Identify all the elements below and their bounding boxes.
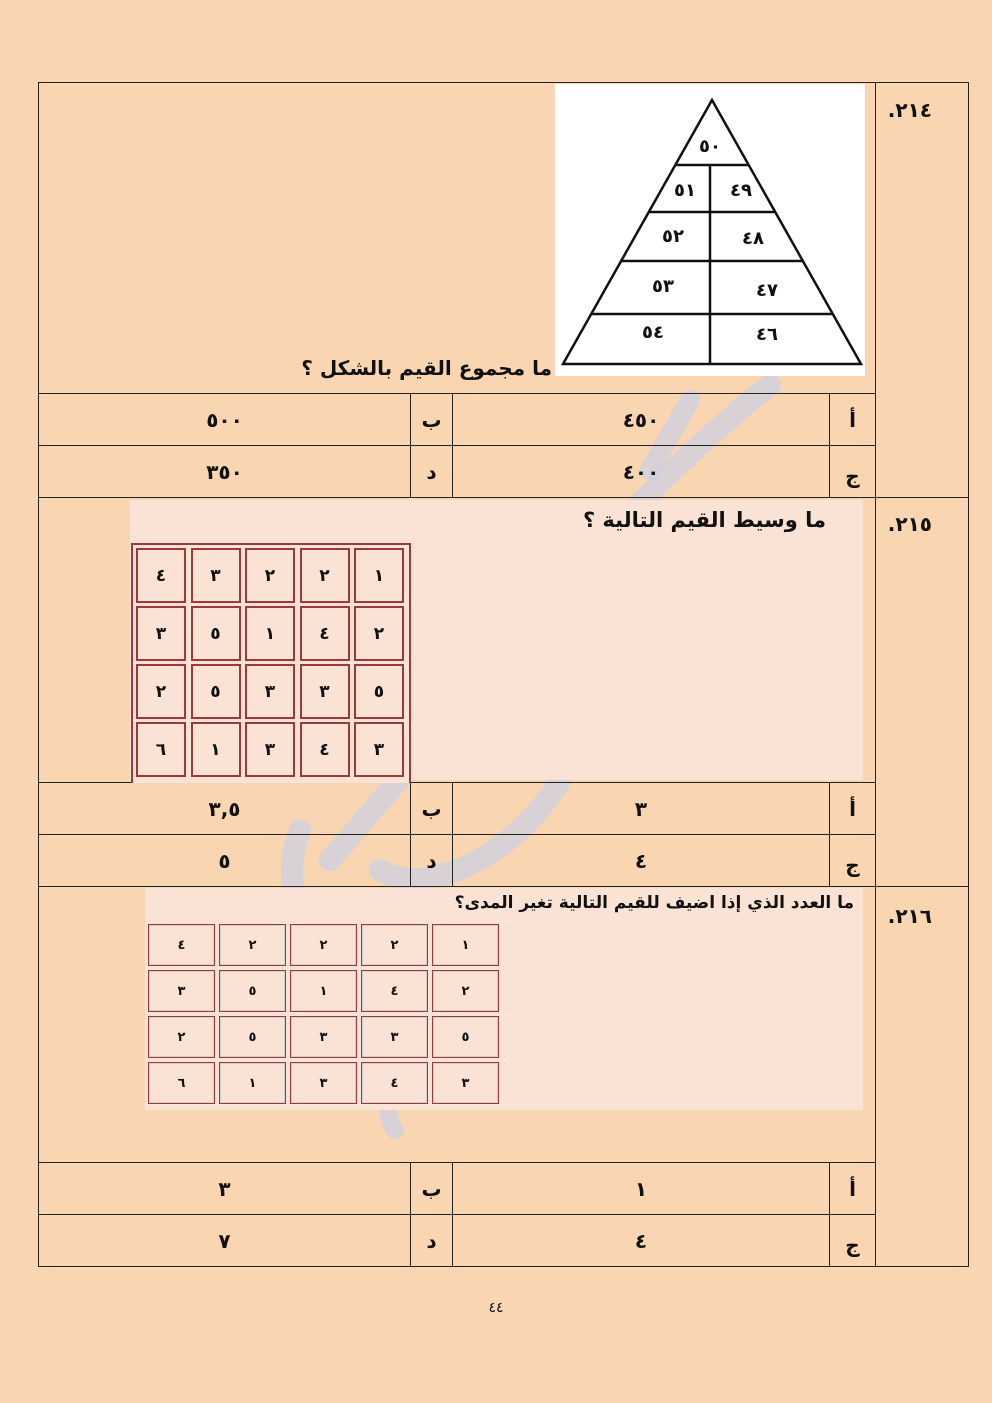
option-value[interactable]: ٤ [634,1229,648,1253]
grid-cell: ٣ [245,722,295,777]
grid-cell: ٢ [361,924,428,966]
values-grid [145,921,477,1110]
option-value[interactable]: ١ [634,1177,648,1201]
option-value[interactable]: ٧ [218,1229,231,1253]
option-value[interactable]: ٥٠٠ [206,408,243,432]
option-value[interactable]: ٥ [218,849,231,873]
grid-cell: ٣ [148,970,215,1012]
option-letter: ج [845,464,860,488]
grid-cell: ٥ [219,1016,286,1058]
page-number: ٤٤ [488,1300,504,1316]
grid-cell: ٣ [300,664,350,719]
question-text: ما وسيط القيم التالية ؟ [582,508,826,532]
question-number: ٢١٦. [887,904,932,928]
grid-cell: ٥ [219,970,286,1012]
option-letter: أ [849,797,856,821]
option-letter: ب [421,797,442,821]
grid-cell: ١ [191,722,241,777]
option-letter: ب [421,1177,442,1201]
grid-cell: ٣ [361,1016,428,1058]
grid-cell: ١ [432,924,499,966]
grid-cell: ٢ [219,924,286,966]
pyramid-figure [555,84,865,376]
grid-cell: ٦ [148,1062,215,1104]
grid-cell: ١ [219,1062,286,1104]
pyramid-left-value: ٥٤ [642,322,664,343]
grid-cell: ٤ [361,1062,428,1104]
grid-cell: ٤ [300,722,350,777]
grid-cell: ٦ [136,722,186,777]
grid-cell: ٣ [136,606,186,661]
grid-cell: ٥ [191,664,241,719]
grid-cell: ١ [245,606,295,661]
grid-cell: ٢ [290,924,357,966]
grid-cell: ٤ [361,970,428,1012]
pyramid-left-value: ٥١ [674,180,696,201]
grid-cell: ٢ [432,970,499,1012]
option-value[interactable]: ٣ [218,1177,231,1201]
pyramid-right-value: ٤٧ [756,280,778,301]
grid-cell: ٣ [245,664,295,719]
grid-cell: ٢ [245,548,295,603]
option-letter: د [426,460,437,484]
pyramid-left-value: ٥٣ [652,276,674,297]
grid-cell: ٣ [191,548,241,603]
option-letter: ب [421,408,442,432]
option-letter: أ [849,408,856,432]
grid-cell: ٣ [354,722,404,777]
grid-cell: ٢ [300,548,350,603]
grid-cell: ٥ [432,1016,499,1058]
grid-cell: ٢ [136,664,186,719]
option-value[interactable]: ٣ [634,797,648,821]
option-letter: أ [849,1177,856,1201]
option-letter: د [426,849,437,873]
option-value[interactable]: ٣٥٠ [206,460,243,484]
option-value[interactable]: ٤٠٠ [622,460,660,484]
grid-cell: ٤ [136,548,186,603]
grid-cell: ٥ [191,606,241,661]
pyramid-right-value: ٤٦ [756,324,778,345]
grid-cell: ٥ [354,664,404,719]
grid-cell: ٣ [290,1016,357,1058]
option-value[interactable]: ٤٥٠ [622,408,660,432]
grid-cell: ٤ [148,924,215,966]
pyramid-top-value: ٥٠ [699,136,721,157]
grid-cell: ٤ [300,606,350,661]
option-value[interactable]: ٤ [634,849,648,873]
grid-cell: ٣ [290,1062,357,1104]
option-letter: د [426,1229,437,1253]
grid-cell: ٢ [148,1016,215,1058]
question-text: ما العدد الذي إذا اضيف للقيم التالية تغير المدى؟ [454,893,854,913]
grid-cell: ٢ [354,606,404,661]
question-number: ٢١٥. [887,512,932,536]
option-value[interactable]: ٣,٥ [208,797,241,821]
grid-cell: ١ [290,970,357,1012]
question-text: ما مجموع القيم بالشكل ؟ [301,356,552,380]
grid-cell: ٣ [432,1062,499,1104]
pyramid-left-value: ٥٢ [662,226,684,247]
values-grid [131,543,411,783]
grid-cell: ١ [354,548,404,603]
pyramid-diagram [555,84,865,376]
pyramid-right-value: ٤٩ [730,180,752,201]
option-letter: ج [845,1233,860,1257]
option-letter: ج [845,853,860,877]
question-number: ٢١٤. [887,98,932,122]
pyramid-right-value: ٤٨ [742,228,764,249]
